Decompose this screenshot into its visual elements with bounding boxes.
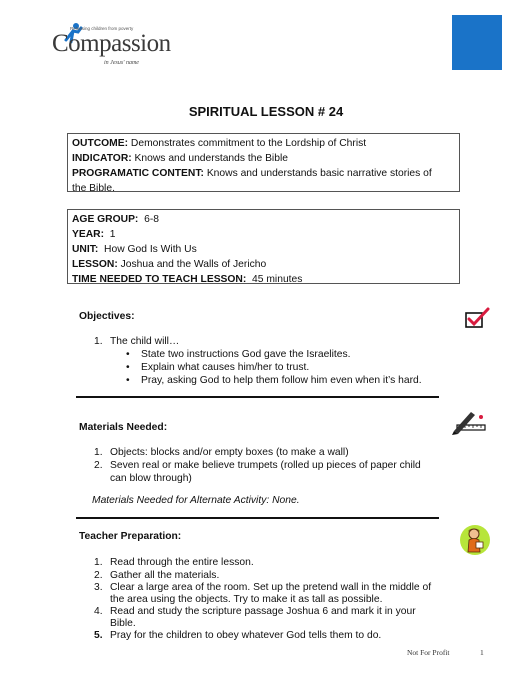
page-number: 1: [480, 648, 484, 657]
prep-num: 3.: [94, 582, 103, 593]
preparation-heading: Teacher Preparation:: [79, 531, 182, 542]
compassion-logo: [52, 20, 171, 70]
prep-item: Read and study the scripture passage Joshua 6 and mark it in your: [110, 606, 416, 617]
indicator-label: INDICATOR:: [72, 153, 132, 164]
footer-label: Not For Profit: [407, 648, 450, 657]
objectives-intro: The child will…: [110, 336, 180, 347]
material-item: Seven real or make believe trumpets (rolled up pieces of paper child: [110, 460, 421, 471]
pencil-ruler-icon: [451, 409, 487, 435]
programatic-value-1: Knows and understands basic narrative stories of: [203, 168, 432, 179]
bullet-mark: •: [126, 362, 130, 373]
prep-item-cont: Bible.: [110, 618, 136, 629]
prep-item: Gather all the materials.: [110, 570, 220, 581]
year-line: [72, 227, 455, 242]
year-label: YEAR:: [72, 229, 105, 240]
time-value: 45 minutes: [246, 274, 303, 285]
objectives-num: 1.: [94, 336, 103, 347]
section-divider: [76, 396, 439, 398]
programatic-line-2: the Bible.: [72, 183, 115, 194]
checkbox-icon: [464, 307, 490, 329]
objectives-heading: Objectives:: [79, 311, 135, 322]
logo-subtitle: in Jesus' name: [104, 60, 139, 66]
objective-bullet: State two instructions God gave the Israelites.: [141, 349, 351, 360]
objective-bullet: Pray, asking God to help them follow him even when it’s hard.: [141, 375, 422, 386]
logo-tagline: Releasing children from poverty: [70, 26, 134, 31]
prep-item-cont: the area using the objects. Try to make it as tall as possible.: [110, 594, 383, 605]
age-label: AGE GROUP:: [72, 214, 139, 225]
outcome-line: [72, 136, 455, 151]
age-value: 6-8: [138, 214, 159, 225]
blue-decor-block: [452, 15, 502, 70]
alternate-materials: Materials Needed for Alternate Activity: None.: [92, 495, 300, 506]
lesson-info-box: [67, 209, 460, 284]
unit-label: UNIT:: [72, 244, 99, 255]
unit-line: [72, 242, 455, 257]
unit-value: How God Is With Us: [98, 244, 197, 255]
prep-num: 5.: [94, 630, 103, 641]
bullet-mark: •: [126, 375, 130, 386]
programatic-line: [72, 166, 455, 181]
materials-heading: Materials Needed:: [79, 422, 168, 433]
material-item-cont: can blow through): [110, 473, 192, 484]
outcome-value: Demonstrates commitment to the Lordship of Christ: [128, 138, 367, 149]
teacher-icon: [459, 522, 491, 558]
prep-item: Pray for the children to obey whatever God tells them to do.: [110, 630, 382, 641]
prep-item: Read through the entire lesson.: [110, 557, 254, 568]
bullet-mark: •: [126, 349, 130, 360]
prep-num: 4.: [94, 606, 103, 617]
section-divider: [76, 517, 439, 519]
outcome-box: [67, 133, 460, 192]
age-line: [72, 212, 455, 227]
prep-num: 2.: [94, 570, 103, 581]
lesson-line: [72, 257, 455, 272]
material-num: 2.: [94, 460, 103, 471]
prep-item: Clear a large area of the room. Set up the pretend wall in the middle of: [110, 582, 432, 593]
lesson-label: LESSON:: [72, 259, 118, 270]
indicator-value: Knows and understands the Bible: [131, 153, 288, 164]
logo-wordmark: Compassion: [52, 30, 171, 57]
time-label: TIME NEEDED TO TEACH LESSON:: [72, 274, 247, 285]
programatic-label: PROGRAMATIC CONTENT:: [72, 168, 204, 179]
material-item: Objects: blocks and/or empty boxes (to make a wall): [110, 447, 349, 458]
indicator-line: [72, 151, 455, 166]
time-line: [72, 272, 455, 287]
outcome-label: OUTCOME:: [72, 138, 129, 149]
material-num: 1.: [94, 447, 103, 458]
page-title: SPIRITUAL LESSON # 24: [188, 104, 344, 119]
lesson-value: Joshua and the Walls of Jericho: [117, 259, 267, 270]
year-value: 1: [104, 229, 116, 240]
objective-bullet: Explain what causes him/her to trust.: [141, 362, 310, 373]
prep-num: 1.: [94, 557, 103, 568]
